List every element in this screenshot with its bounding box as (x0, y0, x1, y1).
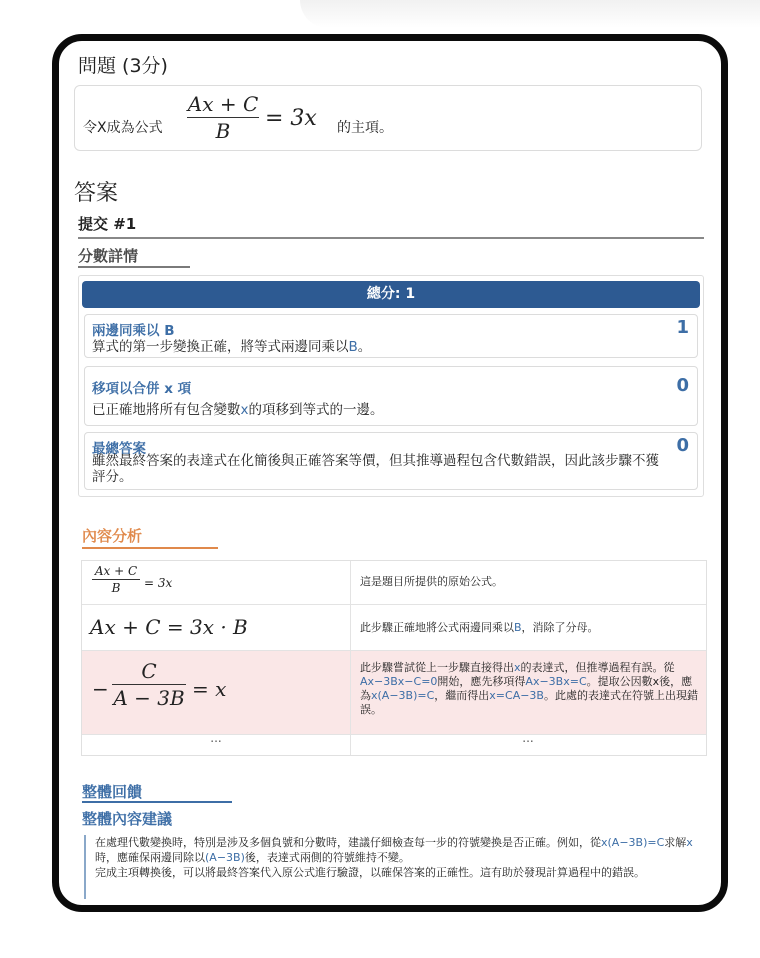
comment-cell: 這是題目所提供的原始公式。 (360, 575, 503, 588)
question-suffix: 的主項。 (337, 120, 393, 136)
criterion-name: 移項以合併 x 項 (92, 381, 192, 397)
expression-cell: Ax + C B = 3x (82, 561, 351, 604)
criterion-card (84, 314, 698, 358)
comment-cell: 此步驟正確地將公式兩邊同乘以B，消除了分母。 (360, 621, 599, 634)
criterion-card (84, 366, 698, 426)
divider (78, 266, 190, 268)
total-score-bar: 總分: 1 (82, 281, 700, 308)
score-panel (78, 275, 704, 497)
divider (82, 547, 218, 549)
criterion-card (84, 432, 698, 490)
feedback-paragraph: 完成主項轉換後，可以將最終答案代入原公式進行驗證，以確保答案的正確性。這有助於發現計算過程中的錯誤。 (95, 866, 645, 879)
table-row (82, 561, 706, 605)
formula-rhs: = 3x (265, 106, 317, 131)
criterion-description: 算式的第一步變換正確，將等式兩邊同乘以B。 (92, 339, 372, 355)
page-content (59, 41, 721, 905)
expression-fraction: Ax + C B (92, 565, 140, 594)
expression-cell: − C A − 3B = x (82, 651, 351, 734)
criterion-score: 1 (676, 317, 689, 338)
table-row (82, 605, 706, 651)
formula-numerator: Ax + C (187, 92, 259, 116)
divider (78, 237, 704, 239)
feedback-subheading: 整體內容建議 (82, 810, 173, 828)
question-formula-fraction (187, 94, 259, 141)
criterion-name: 兩邊同乘以 B (92, 323, 175, 339)
criterion-score: 0 (676, 375, 689, 396)
comment-cell: 此步驟嘗試從上一步驟直接得出x的表達式，但推導過程有誤。從Ax−3Bx−C=0開始，應先移項得Ax−3Bx=C。提取公因數x後，應為x(A−3B)=C，繼而得出x=CA−3B。此處的表達式在符號上出現錯誤。 (360, 661, 698, 716)
question-title: 問題 (3分) (78, 55, 168, 77)
answer-heading: 答案 (74, 181, 119, 206)
content-analysis-table (81, 560, 707, 756)
divider (82, 801, 232, 803)
feedback-block (84, 835, 694, 899)
feedback-heading: 整體回饋 (82, 783, 143, 801)
table-row-error (82, 651, 706, 735)
criterion-description: 雖然最終答案的表達式在化簡後與正確答案等價，但其推導過程包含代數錯誤，因此該步驟不獲評分。 (92, 453, 659, 485)
criterion-description: 已正確地將所有包含變數x的項移到等式的一邊。 (92, 402, 384, 418)
comment-cell: ... (522, 731, 534, 745)
device-frame (52, 34, 728, 912)
submission-label: 提交 #1 (78, 215, 137, 233)
table-row-truncated (82, 731, 706, 755)
formula-denominator: B (215, 119, 231, 143)
content-analysis-heading: 內容分析 (82, 527, 143, 545)
criterion-score: 0 (676, 435, 689, 456)
background-shadow (300, 0, 760, 28)
question-prefix: 令X成為公式 (83, 120, 163, 136)
expression-fraction: C A − 3B (113, 659, 185, 710)
feedback-paragraph: 在處理代數變換時，特別是涉及多個負號和分數時，建議仔細檢查每一步的符號變換是否正確。例如，從x(A−3B)=C求解x時，應確保兩邊同除以(A−3B)後，表達式兩側的符號維持不變。 (95, 836, 693, 864)
expression-cell: Ax + C = 3x · B (82, 605, 351, 650)
criterion-name: 最總答案 (92, 441, 146, 457)
expression-cell: ... (82, 735, 351, 755)
score-details-heading: 分數詳情 (78, 247, 139, 265)
question-box (74, 85, 702, 151)
